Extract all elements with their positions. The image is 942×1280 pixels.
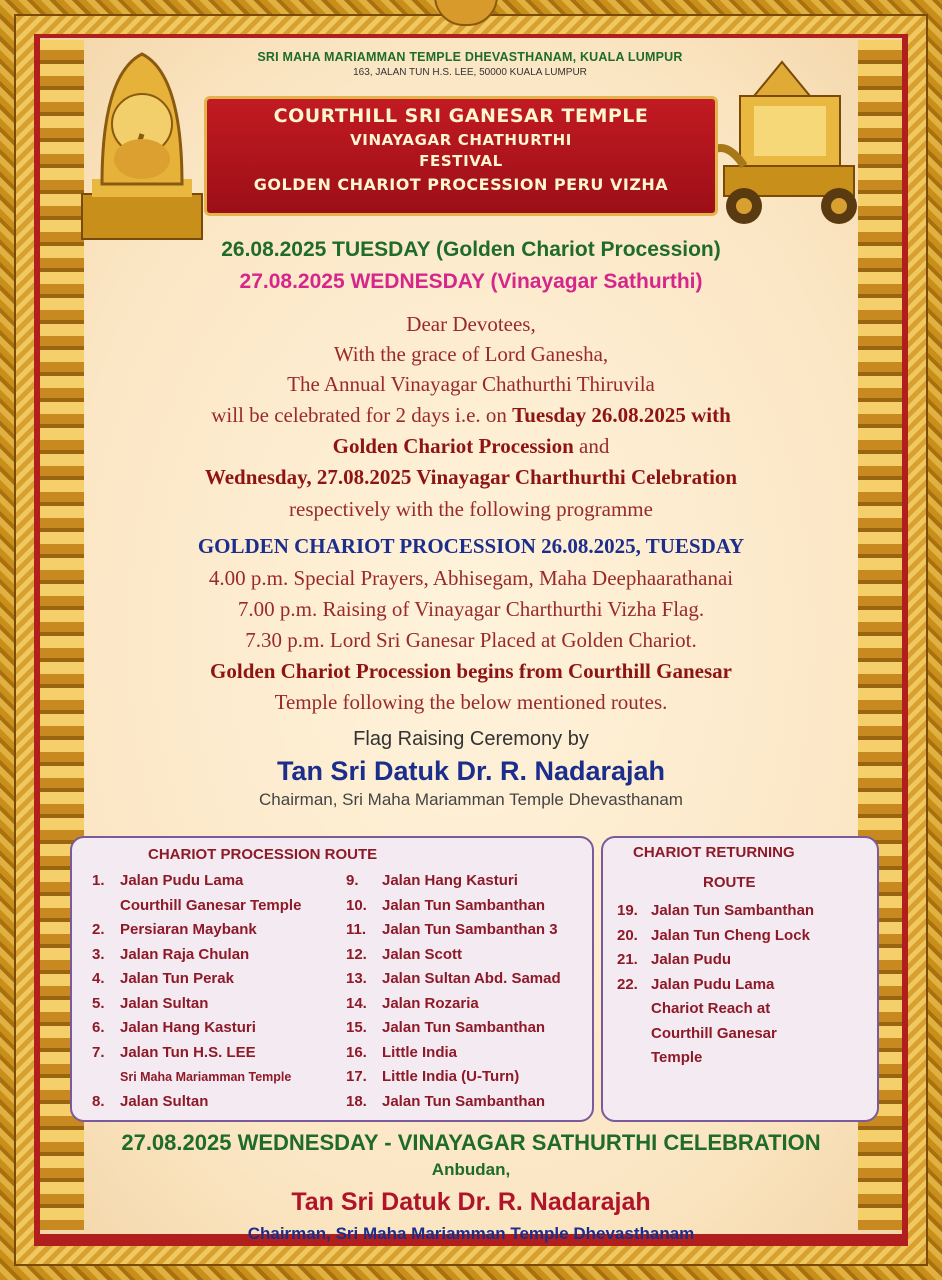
route-item-number: 14. [346,994,367,1012]
flag-raising-label: Flag Raising Ceremony by [353,728,589,750]
route-item-name: Jalan Rozaria [382,994,479,1012]
route-item-name: Jalan Tun Cheng Lock [651,926,810,944]
route-item [346,1093,545,1110]
route-item-number: 17. [346,1068,367,1085]
route-item-number: 16. [346,1043,367,1061]
title-line-3: FESTIVAL [419,152,503,170]
route-item [92,921,257,938]
body-line-6 [60,465,882,490]
date-day-2: 27.08.2025 WEDNESDAY (Vinayagar Sathurthi) [239,270,703,293]
route-item-name: Jalan Sultan Abd. Samad [382,970,561,987]
body-line-5b: and [573,434,610,458]
route-item [92,872,243,889]
programme-item-1: 4.00 p.m. Special Prayers, Abhisegam, Maha Deephaarathanai [208,566,734,590]
guest-name: Tan Sri Datuk Dr. R. Nadarajah [276,756,666,786]
ganesha-idol-icon [72,44,212,244]
route-item-name: Jalan Hang Kasturi [382,872,518,889]
programme-item-3: 7.30 p.m. Lord Sri Ganesar Placed at Golden Chariot. [245,628,697,652]
route-item-number: 15. [346,1019,367,1036]
route-item-name: Jalan Pudu Lama [120,872,244,889]
returning-route-title-2: ROUTE [703,874,756,891]
route-item-name: Sri Maha Mariamman Temple [120,1070,292,1084]
route-item [92,970,234,987]
route-item-name: Jalan Hang Kasturi [120,1019,256,1036]
title-line-4: GOLDEN CHARIOT PROCESSION PERU VIZHA [253,175,669,194]
route-item [617,951,731,968]
programme-title: GOLDEN CHARIOT PROCESSION 26.08.2025, TUESDAY [197,534,745,558]
route-item [617,1025,777,1042]
route-item [92,995,208,1012]
route-item [617,1049,702,1066]
route-item-name: Little India (U-Turn) [382,1068,520,1085]
title-line-1: COURTHILL SRI GANESAR TEMPLE [273,105,649,127]
procession-route-box [70,836,594,1122]
route-item-number: 21. [617,951,638,968]
route-item-number: 9. [346,872,359,889]
route-item-number: 3. [92,945,105,963]
route-item-number: 18. [346,1092,367,1110]
route-item-number: 10. [346,896,367,914]
route-item-number: 19. [617,902,638,919]
guest-title: Chairman, Sri Maha Mariamman Temple Dhevasthanam [259,790,683,809]
programme-item-5: Temple following the below mentioned routes. [274,690,668,714]
body-line-6-text: Wednesday, 27.08.2025 Vinayagar Charthurthi Celebration [204,465,738,489]
route-item-number: 6. [92,1019,105,1036]
programme-item-4 [60,659,882,684]
route-item-name: Jalan Tun Perak [120,970,234,987]
golden-chariot-icon [704,56,860,234]
route-item [92,1044,256,1061]
route-item-number: 11. [346,921,367,938]
route-item-name: Jalan Raja Chulan [120,945,250,963]
route-item-name: Jalan Tun Sambanthan [382,1092,546,1110]
signatory-name: Tan Sri Datuk Dr. R. Nadarajah [291,1188,651,1216]
greeting: Dear Devotees, [406,312,536,336]
route-item [92,1019,256,1036]
route-item [346,1044,457,1061]
route-item-number: 12. [346,945,367,963]
org-name: SRI MAHA MARIAMMAN TEMPLE DHEVASTHANAM, KUALA LUMPUR [257,50,683,64]
date-day-1: 26.08.2025 TUESDAY (Golden Chariot Procession) [221,238,721,261]
route-item [617,976,774,993]
route-item [92,946,249,963]
route-item-name: Jalan Scott [382,945,463,963]
route-item [617,1000,770,1017]
route-item [346,897,545,914]
route-item [617,927,810,944]
anbudan-label: Anbudan, [431,1160,511,1179]
org-address: 163, JALAN TUN H.S. LEE, 50000 KUALA LUMPUR [353,67,587,78]
body-line-7: respectively with the following programme [289,497,653,521]
route-item [346,1068,519,1085]
route-item-name: Jalan Pudu Lama [651,975,775,993]
route-item-name: Little India [382,1043,457,1061]
programme-item-2: 7.00 p.m. Raising of Vinayagar Charthurthi Vizha Flag. [237,597,705,621]
route-item-number: 5. [92,994,105,1012]
celebration-date-line: 27.08.2025 WEDNESDAY - VINAYAGAR SATHURTHI CELEBRATION [121,1130,821,1155]
route-item [346,946,462,963]
route-item-number: 13. [346,970,367,987]
route-item-name: Jalan Tun Sambanthan 3 [382,921,558,938]
route-item-name: Jalan Tun Sambanthan [651,902,815,919]
signatory-title: Chairman, Sri Maha Mariamman Temple Dhevasthanam [247,1224,695,1243]
route-item [92,897,301,914]
body-line-3: The Annual Vinayagar Chathurthi Thiruvila [287,372,655,396]
route-item [346,872,518,889]
route-item [346,970,561,987]
returning-route-title-1: CHARIOT RETURNING [633,844,795,861]
route-item-name: Jalan Tun H.S. LEE [120,1043,256,1061]
body-line-5a: Golden Chariot Procession [332,434,574,458]
route-item [617,902,814,919]
route-item-number: 2. [92,921,105,938]
route-item-number: 22. [617,975,638,993]
route-item-number: 7. [92,1043,105,1061]
route-item-name: Persiaran Maybank [120,921,257,938]
route-item-name: Jalan Sultan [120,994,209,1012]
body-line-4 [60,403,882,428]
route-item-name: Jalan Sultan [120,1092,209,1110]
title-line-2: VINAYAGAR CHATHURTHI [350,131,572,149]
body-line-4b: Tuesday 26.08.2025 with [512,403,731,427]
route-item-name: Temple [651,1049,703,1066]
route-item-name: Jalan Tun Sambanthan [382,896,546,914]
body-line-5 [60,434,882,459]
route-item-name: Jalan Tun Sambanthan [382,1019,546,1036]
route-item-name: Courthill Ganesar [651,1024,777,1042]
route-item [346,995,479,1012]
route-item [92,1093,208,1110]
route-item-number: 20. [617,926,638,944]
route-item-number: 4. [92,970,105,987]
route-item [346,921,558,938]
returning-route-box [601,836,879,1122]
route-item-name: Courthill Ganesar Temple [120,896,302,914]
programme-item-4-text: Golden Chariot Procession begins from Courthill Ganesar [210,659,732,683]
body-line-2: With the grace of Lord Ganesha, [333,342,609,366]
route-item [346,1019,545,1036]
route-item-name: Jalan Pudu [651,951,732,968]
route-item-number: 1. [92,872,105,889]
festival-title-banner [204,96,718,216]
route-item-number: 8. [92,1092,105,1110]
route-item [92,1068,291,1085]
route-item-name: Chariot Reach at [651,1000,771,1017]
procession-route-title: CHARIOT PROCESSION ROUTE [148,846,378,863]
body-line-4a: will be celebrated for 2 days i.e. on [211,403,513,427]
